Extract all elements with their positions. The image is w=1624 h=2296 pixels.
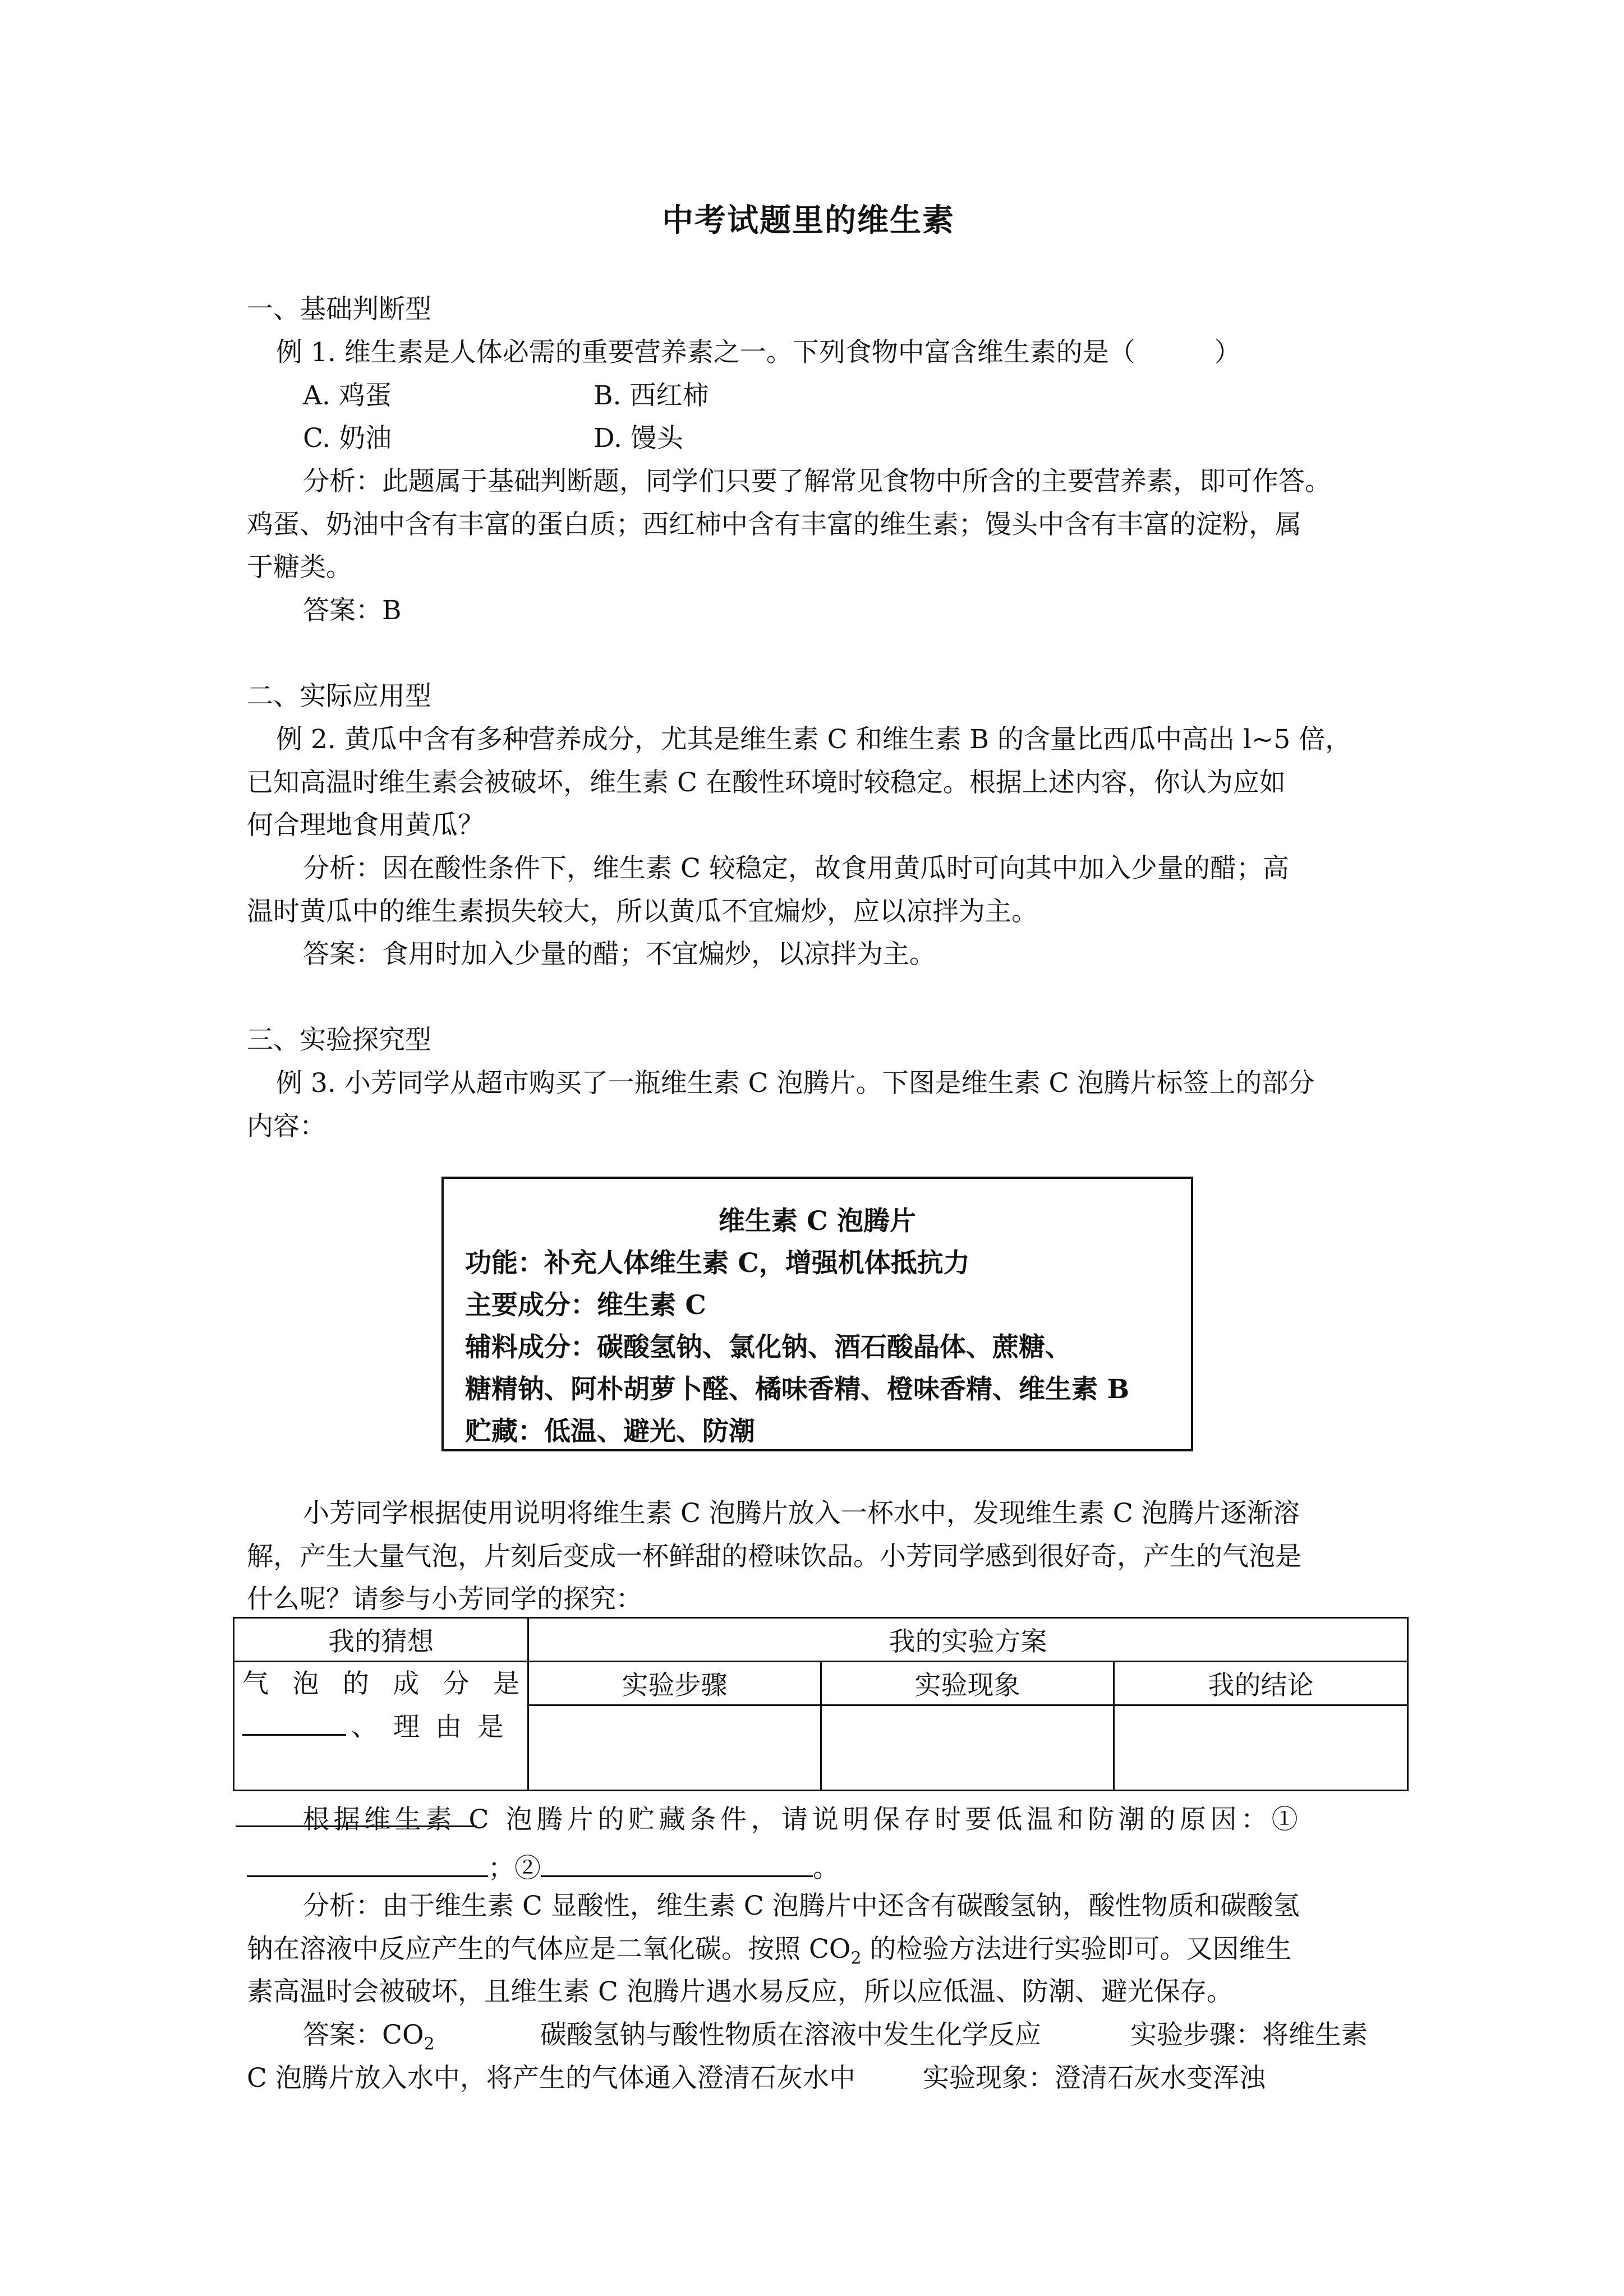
analysis-2-line1: 分析：因在酸性条件下，维生素 C 较稳定，故食用黄瓜时可向其中加入少量的醋；高 [303, 853, 1289, 884]
option-b: B. 西红柿 [594, 380, 709, 411]
answer-3-line1: 答案：$CO_2$ [303, 2020, 435, 2054]
example-3-line1: 例 3. 小芳同学从超市购买了一瓶维生素 C 泡腾片。下图是维生素 C 泡腾片标签上的部分 [276, 1068, 1315, 1099]
guess-cell [234, 1662, 528, 1791]
answer-blank-1[interactable] [247, 1850, 488, 1877]
analysis-1-line2: 鸡蛋、奶油中含有丰富的蛋白质；西红柿中含有丰富的维生素；馒头中含有丰富的淀粉，属 [247, 509, 1301, 540]
cell-phenomena-blank[interactable] [821, 1705, 1114, 1791]
label-aux-line1: 辅料成分：碳酸氢钠、氯化钠、酒石酸晶体、蔗糖、 [465, 1332, 1071, 1363]
option-c: C. 奶油 [303, 423, 392, 454]
label-storage: 贮藏：低温、避光、防潮 [465, 1416, 755, 1447]
answer-3-reaction: 碳酸氢钠与酸性物质在溶液中发生化学反应 [540, 2020, 1041, 2050]
answer-3-steps-cont: C 泡腾片放入水中，将产生的气体通入澄清石灰水中 [247, 2063, 855, 2094]
experiment-table [233, 1617, 1409, 1791]
story-line1: 小芳同学根据使用说明将维生素 C 泡腾片放入一杯水中，发现维生素 C 泡腾片逐渐溶 [303, 1498, 1300, 1529]
header-my-plan: 我的实验方案 [528, 1618, 1408, 1662]
header-my-guess: 我的猜想 [234, 1618, 528, 1662]
question-storage-line1: 根据维生素 C 泡腾片的贮藏条件，请说明保存时要低温和防潮的原因：① [303, 1804, 1303, 1835]
analysis-3-line3: 素高温时会被破坏，且维生素 C 泡腾片遇水易反应，所以应低温、防潮、避光保存。 [247, 1976, 1233, 2007]
section-heading-1: 一、基础判断型 [247, 294, 431, 325]
cell-steps-blank[interactable] [528, 1705, 821, 1791]
example-2-line2: 已知高温时维生素会被破坏，维生素 C 在酸性环境时较稳定。根据上述内容，你认为应如 [247, 767, 1286, 798]
col-my-conclusion: 我的结论 [1114, 1662, 1408, 1705]
analysis-3-line1: 分析：由于维生素 C 显酸性，维生素 C 泡腾片中还含有碳酸氢钠，酸性物质和碳酸氢 [303, 1891, 1300, 1921]
question-end: 。 [813, 1853, 839, 1884]
label-function: 功能：补充人体维生素 C，增强机体抵抗力 [465, 1248, 970, 1279]
analysis-1-line3: 于糖类。 [247, 552, 352, 583]
analysis-1-line1: 分析：此题属于基础判断题，同学们只要了解常见食物中所含的主要营养素，即可作答。 [303, 466, 1331, 497]
page-title: 中考试题里的维生素 [662, 202, 955, 239]
guess-blank[interactable] [242, 1708, 346, 1736]
example-2-line1: 例 2. 黄瓜中含有多种营养成分，尤其是维生素 C 和维生素 B 的含量比西瓜中高出 l~5 倍， [276, 724, 1352, 755]
example-2-line3: 何合理地食用黄瓜？ [247, 810, 484, 841]
answer-1: 答案：B [303, 595, 402, 626]
section-heading-2: 二、实际应用型 [247, 681, 431, 712]
answer-blank-2[interactable] [541, 1850, 813, 1877]
section-heading-3: 三、实验探究型 [247, 1025, 431, 1055]
story-line3: 什么呢？请参与小芳同学的探究： [247, 1584, 642, 1615]
cell-conclusion-blank[interactable] [1114, 1705, 1408, 1791]
story-line2: 解，产生大量气泡，片刻后变成一杯鲜甜的橙味饮品。小芳同学感到很好奇，产生的气泡是 [247, 1541, 1301, 1572]
blank-separator: ；② [488, 1853, 541, 1884]
answer-3-steps-start: 实验步骤：将维生素 [1130, 2020, 1368, 2050]
label-title: 维生素 C 泡腾片 [718, 1206, 917, 1237]
guess-line2-suffix: 、理由是 [351, 1712, 519, 1742]
col-experiment-steps: 实验步骤 [528, 1662, 821, 1705]
option-d: D. 馒头 [594, 423, 683, 454]
analysis-2-line2: 温时黄瓜中的维生素损失较大，所以黄瓜不宜煸炒，应以凉拌为主。 [247, 896, 1038, 927]
example-3-line2: 内容： [247, 1111, 326, 1142]
example-1-question: 例 1. 维生素是人体必需的重要营养素之一。下列食物中富含维生素的是（ ） [276, 337, 1241, 368]
analysis-3-line2: 钠在溶液中反应产生的气体应是二氧化碳。按照 $CO_2$ 的检验方法进行实验即可。又因维生 [247, 1934, 1292, 1968]
label-main-ingredient: 主要成分：维生素 C [465, 1290, 706, 1321]
option-a: A. 鸡蛋 [303, 380, 392, 411]
col-experiment-phenomena: 实验现象 [821, 1662, 1114, 1705]
answer-2: 答案：食用时加入少量的醋；不宜煸炒，以凉拌为主。 [303, 939, 936, 970]
label-aux-line2: 糖精钠、阿朴胡萝卜醛、橘味香精、橙味香精、维生素 B [465, 1374, 1130, 1405]
guess-line1: 气泡的成分是 [242, 1668, 519, 1699]
answer-3-phenomenon: 实验现象：澄清石灰水变浑浊 [923, 2063, 1266, 2094]
question-storage-line2 [247, 1850, 839, 1882]
product-label-box [441, 1177, 1193, 1451]
